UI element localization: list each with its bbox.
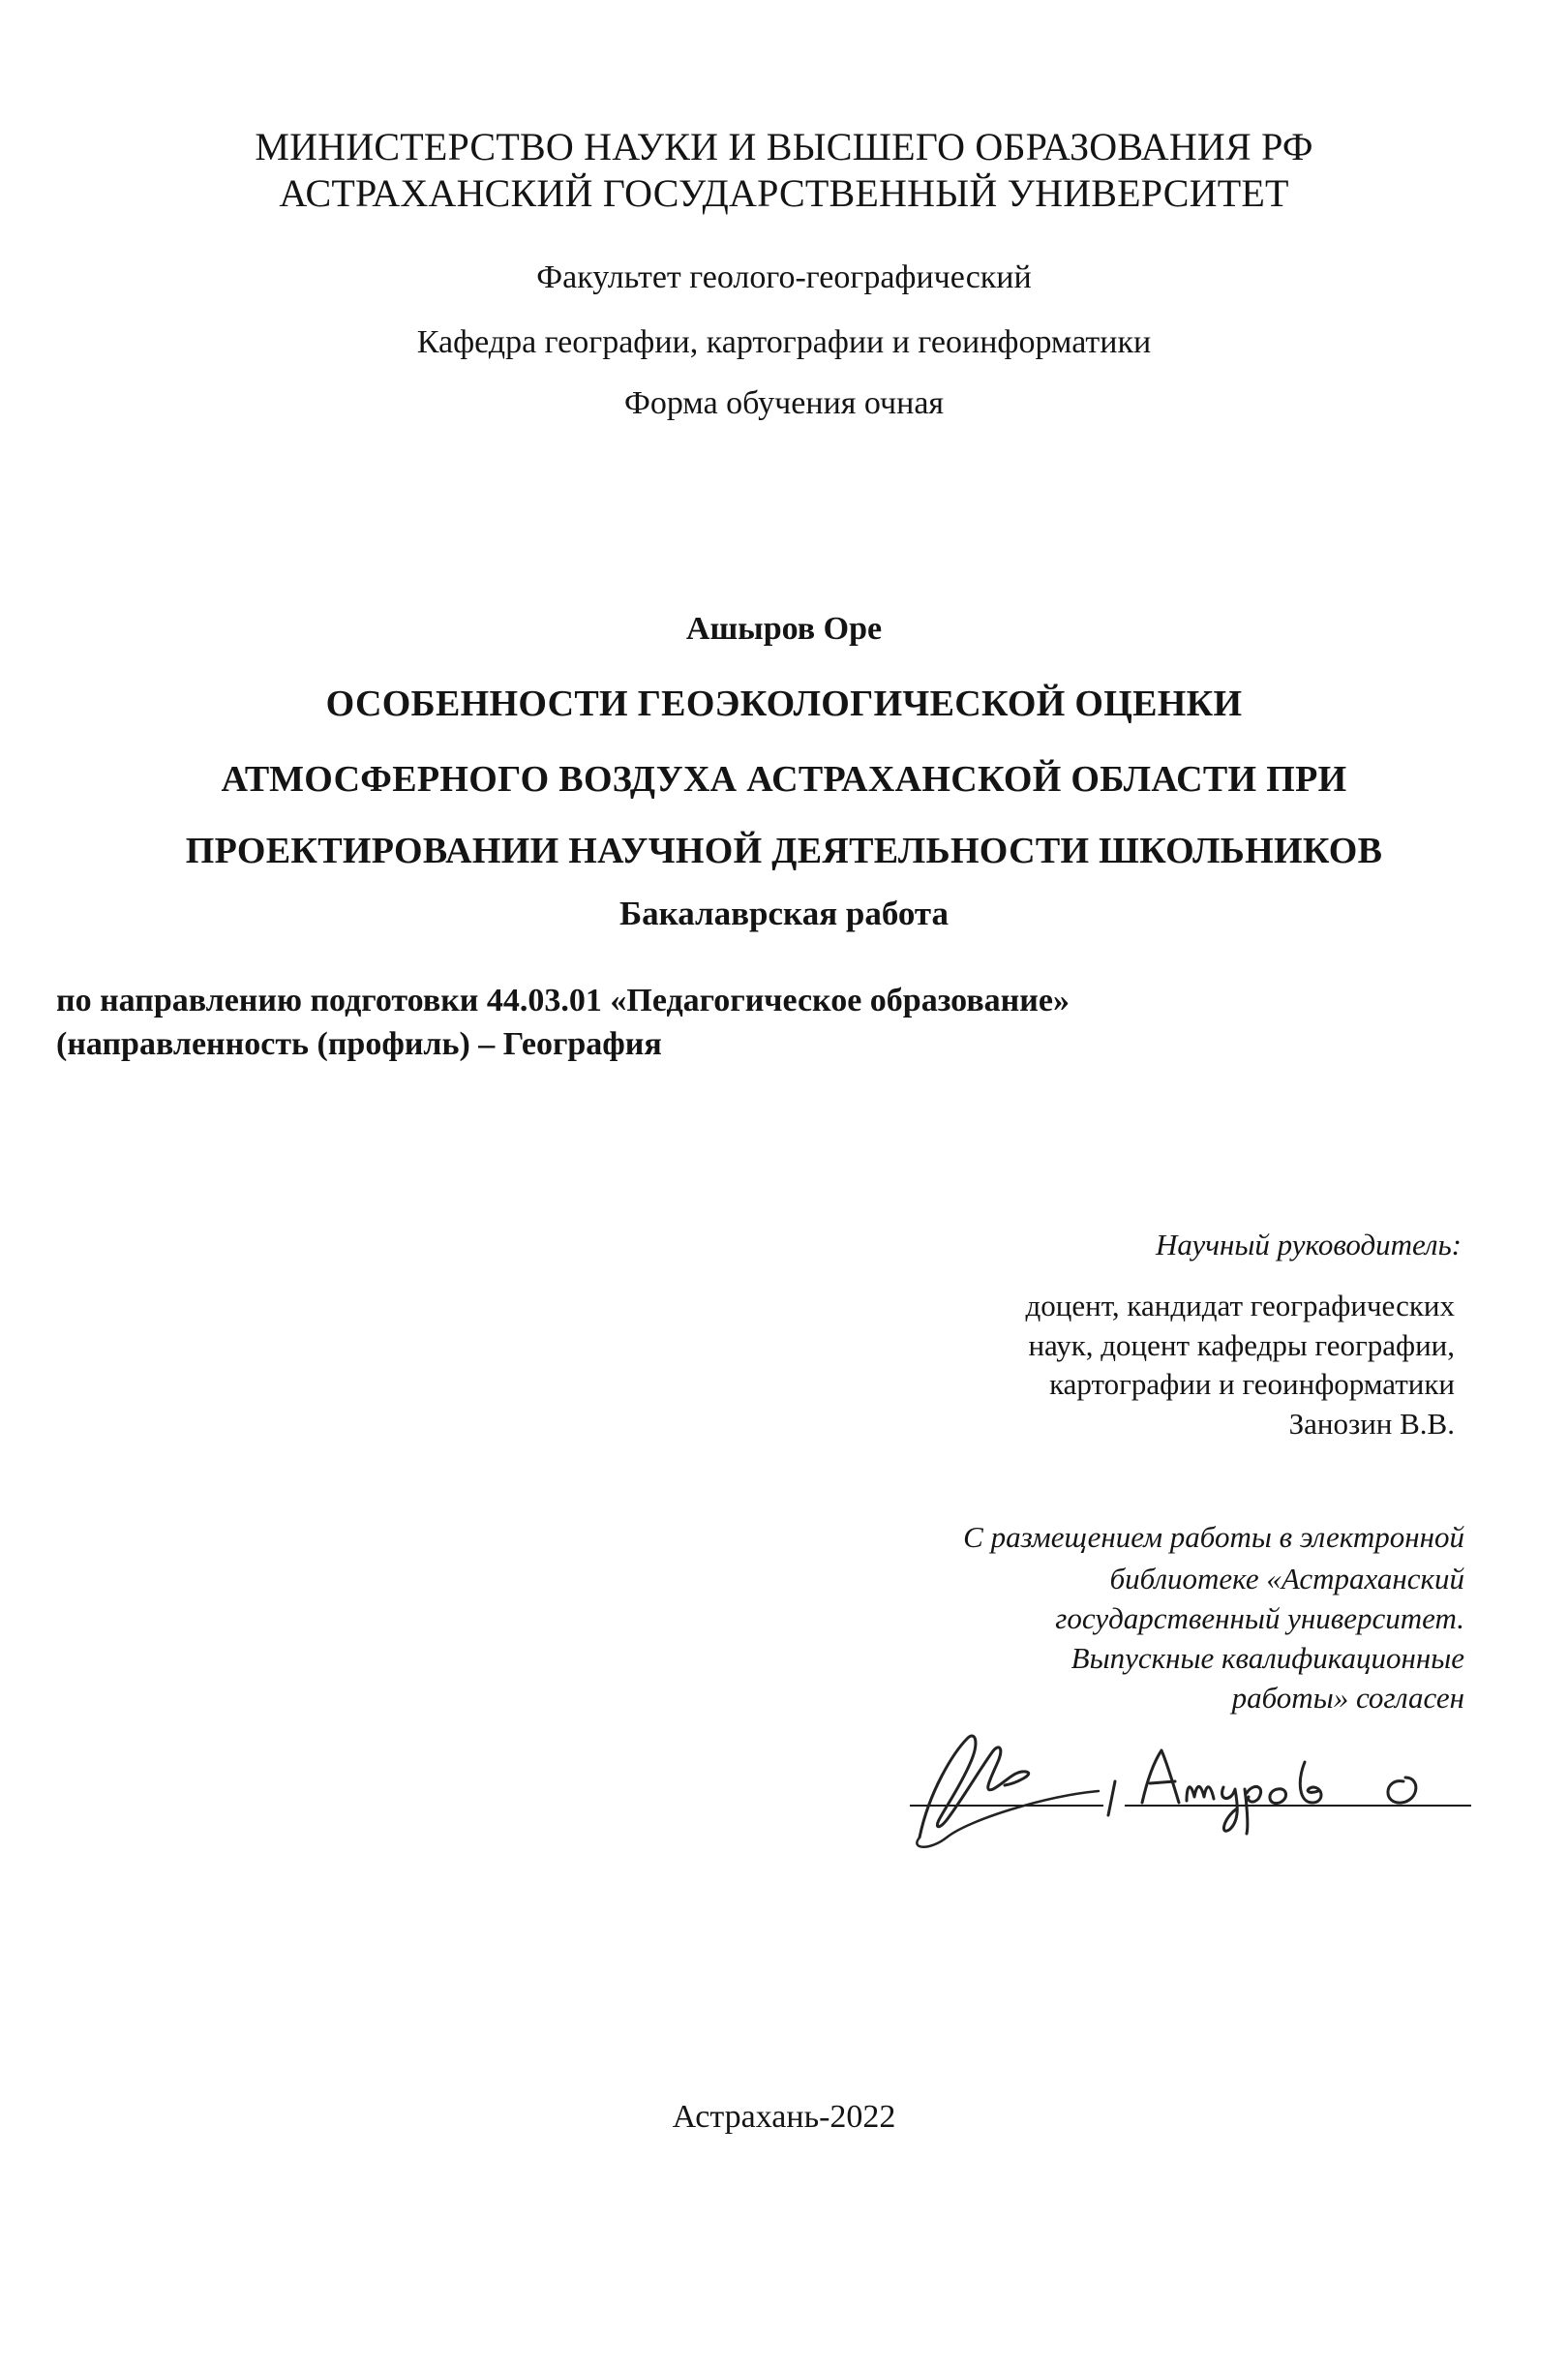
supervisor-title-line-1: доцент, кандидат географических	[1025, 1289, 1455, 1322]
signature-block	[900, 1714, 1500, 1878]
direction-line-1: по направлению подготовки 44.03.01 «Педагогическое образование»	[56, 983, 1070, 1018]
supervisor-title-line-3: картографии и геоинформатики	[1049, 1367, 1455, 1401]
thesis-title-line-1: ОСОБЕННОСТИ ГЕОЭКОЛОГИЧЕСКОЙ ОЦЕНКИ	[325, 684, 1243, 724]
consent-line-4: Выпускные квалификационные	[1070, 1641, 1464, 1675]
author-name: Ашыров Оре	[685, 611, 883, 647]
supervisor-title-line-2: наук, доцент кафедры географии,	[1028, 1328, 1455, 1362]
consent-line-1: С размещением работы в электронной	[963, 1520, 1464, 1554]
consent-line-2: библиотеке «Астраханский	[1109, 1562, 1464, 1595]
consent-line-3: государственный университет.	[1055, 1601, 1464, 1635]
supervisor-name: Занозин В.В.	[1288, 1407, 1455, 1441]
work-type: Бакалаврская работа	[618, 895, 950, 932]
thesis-title-line-3: ПРОЕКТИРОВАНИИ НАУЧНОЙ ДЕЯТЕЛЬНОСТИ ШКОЛЬНИКОВ	[185, 831, 1383, 871]
handwritten-signature	[900, 1714, 1500, 1878]
ministry-name: МИНИСТЕРСТВО НАУКИ И ВЫСШЕГО ОБРАЗОВАНИЯ РФ	[255, 125, 1313, 168]
signature-separator	[1108, 1781, 1115, 1815]
supervisor-label: Научный руководитель:	[1156, 1228, 1462, 1261]
direction-line-2: (направленность (профиль) – География	[56, 1026, 662, 1062]
study-form: Форма обучения очная	[623, 385, 945, 421]
consent-line-5: работы» согласен	[1231, 1681, 1464, 1715]
thesis-title-line-2: АТМОСФЕРНОГО ВОЗДУХА АСТРАХАНСКОЙ ОБЛАСТИ ПРИ	[221, 759, 1347, 800]
department-name: Кафедра географии, картографии и геоинформатики	[416, 324, 1152, 360]
city-year: Астрахань-2022	[672, 2099, 896, 2135]
university-name: АСТРАХАНСКИЙ ГОСУДАРСТВЕННЫЙ УНИВЕРСИТЕТ	[279, 171, 1289, 215]
faculty-name: Факультет геолого-географический	[536, 259, 1032, 295]
